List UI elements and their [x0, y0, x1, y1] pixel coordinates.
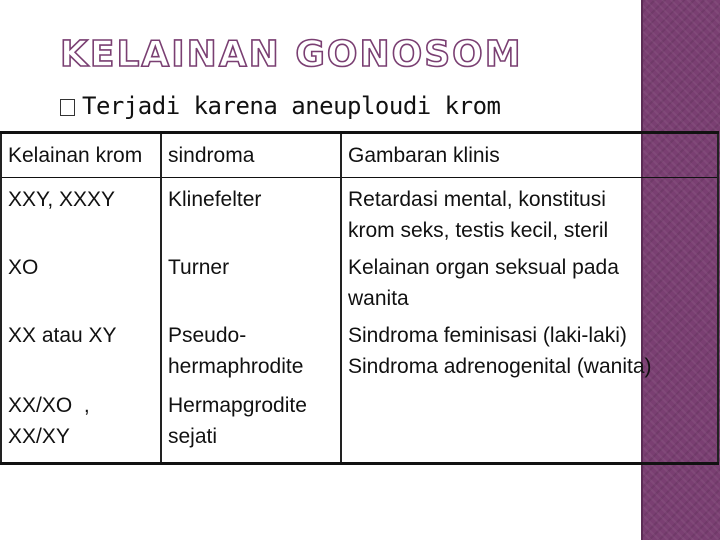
cell-line: wanita: [348, 287, 409, 310]
cell-sindroma: [161, 314, 341, 384]
cell-gambaran: [341, 246, 718, 314]
header-sindroma: sindroma: [161, 133, 341, 178]
cell-line: Hermapgrodite: [168, 394, 307, 417]
cell-kelainan: [1, 178, 161, 247]
bullet-text: Terjadi karena aneuploudi krom: [82, 92, 501, 120]
cell-line: hermaphrodite: [168, 355, 304, 378]
header-gambaran: Gambaran klinis: [341, 133, 718, 178]
cell-line: XXY, XXXY: [8, 188, 116, 211]
cell-line: Kelainan organ seksual pada: [348, 256, 619, 279]
gonosom-table: [0, 131, 719, 465]
table-row: [1, 384, 718, 464]
bullet-line: [60, 91, 500, 121]
cell-line: XX atau XY: [8, 324, 117, 347]
cell-line: XX/XY: [8, 425, 70, 448]
table-row: [1, 314, 718, 384]
cell-line: Klinefelter: [168, 188, 262, 211]
cell-sindroma: [161, 384, 341, 464]
header-kelainan: Kelainan krom: [1, 133, 161, 178]
page-title-svg: [60, 30, 523, 75]
cell-line: Sindroma feminisasi (laki-laki): [348, 324, 627, 347]
cell-line: XX/XO ,: [8, 394, 90, 417]
table-header-row: [1, 133, 718, 178]
cell-line: XO: [8, 256, 39, 279]
cell-line: Pseudo-: [168, 324, 247, 347]
cell-gambaran: [341, 178, 718, 247]
cell-line: krom seks, testis kecil, steril: [348, 219, 609, 242]
cell-gambaran: [341, 314, 718, 384]
cell-line: sejati: [168, 425, 218, 448]
cell-kelainan: [1, 384, 161, 464]
page-title-text: KELAINAN GONOSOM: [60, 34, 523, 75]
table-row: [1, 246, 718, 314]
cell-sindroma: [161, 178, 341, 247]
cell-kelainan: [1, 246, 161, 314]
cell-line: Sindroma adrenogenital (wanita): [348, 355, 652, 378]
cell-line: Retardasi mental, konstitusi: [348, 188, 606, 211]
cell-gambaran-empty: [341, 384, 718, 464]
cell-line: Turner: [168, 256, 230, 279]
cell-sindroma: [161, 246, 341, 314]
cell-kelainan: [1, 314, 161, 384]
checkbox-bullet-icon: [60, 99, 75, 116]
table-row: [1, 178, 718, 247]
page-title: [60, 30, 523, 75]
